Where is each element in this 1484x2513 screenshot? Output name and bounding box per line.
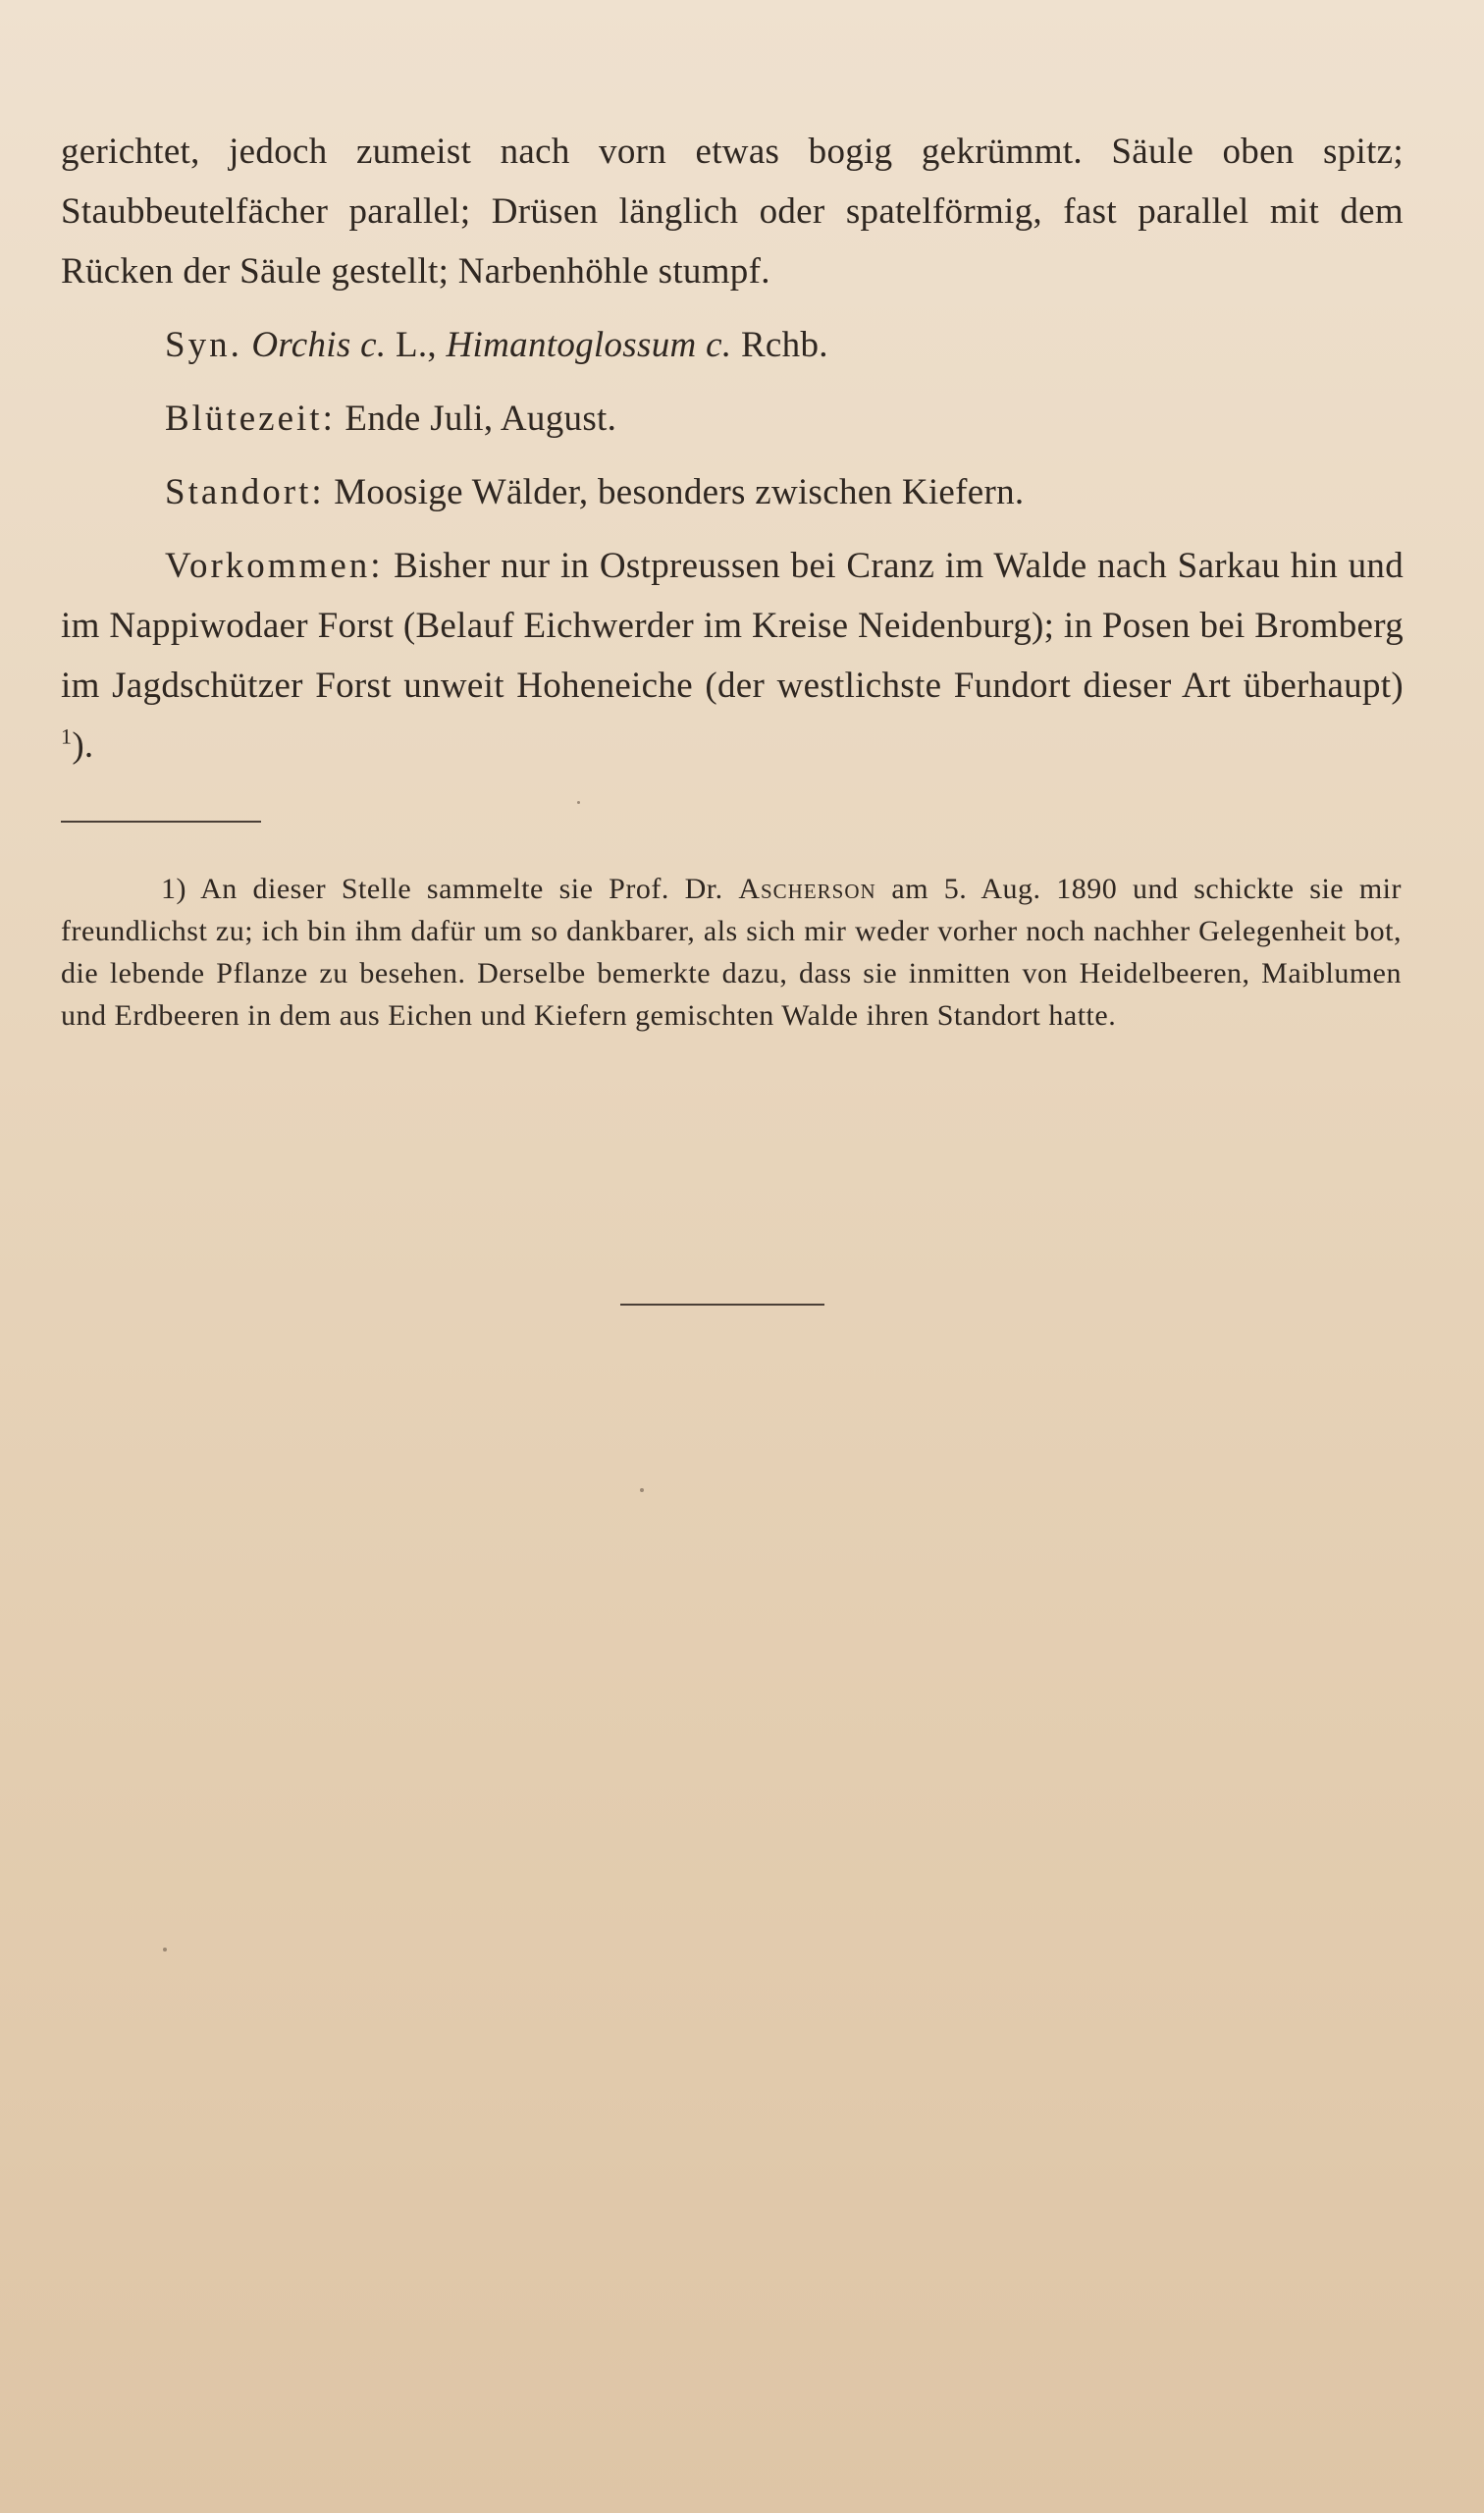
footnote-divider <box>61 821 261 823</box>
paper-speck <box>163 1948 167 1952</box>
flowering-time-label: Blütezeit: <box>165 399 336 439</box>
habitat-text: Moosige Wälder, besonders zwischen Kiefern. <box>334 472 1025 512</box>
footnote-marker: 1) <box>161 873 186 905</box>
paper-speck <box>640 1488 644 1492</box>
habitat-label: Standort: <box>165 472 325 512</box>
synonym-label: Syn. <box>165 325 242 365</box>
occurrence-label: Vorkommen: <box>165 546 384 586</box>
occurrence-text: Bisher nur in Ostpreussen bei Cranz im Walde nach Sarkau hin und im Nappiwodaer Forst (Belauf Eichwerder im Kreise Neidenburg); in Posen bei Bromberg im Jagdschützer Forst unweit Hoheneiche (der westlichste Fundort dieser Art überhaupt) <box>61 546 1404 706</box>
footnote-reference[interactable]: 1 <box>61 723 73 749</box>
paper-speck <box>577 801 580 804</box>
footnote-text-before: An dieser Stelle sammelte sie Prof. Dr. <box>200 873 723 905</box>
synonym-paragraph <box>61 315 1404 375</box>
synonym-genus-orchis: Orchis <box>251 325 351 365</box>
footnote <box>61 868 1402 1037</box>
description-paragraph: gerichtet, jedoch zumeist nach vorn etwas bogig gekrümmt. Säule oben spitz; Staubbeutelfächer parallel; Drüsen länglich oder spatelförmig, fast parallel mit dem Rücken der Säule gestellt; Narbenhöhle stumpf. <box>61 132 1404 292</box>
habitat-paragraph <box>61 462 1404 522</box>
flowering-time-paragraph <box>61 389 1404 449</box>
synonym-epithet-1: c. <box>360 325 387 365</box>
footnote-name-ascherson: Ascherson <box>738 873 876 905</box>
footnote-text-after: am 5. Aug. 1890 und schickte sie mir freundlichst zu; ich bin ihm dafür um so dankbarer, als sich mir weder vorher noch nachher Gelegenheit bot, die lebende Pflanze zu besehen. Derselbe bemerkte dazu, dass sie inmitten von Heidelbeeren, Maiblumen und Erdbeeren in dem aus Eichen und Kiefern gemischten Walde ihren Standort hatte. <box>61 873 1402 1032</box>
synonym-genus-himantoglossum: Himantoglossum <box>446 325 697 365</box>
synonym-epithet-2: c. <box>706 325 732 365</box>
section-end-rule <box>620 1304 824 1306</box>
flowering-time-text: Ende Juli, August. <box>344 399 617 439</box>
synonym-author-2: Rchb. <box>740 325 828 365</box>
occurrence-paragraph <box>61 536 1404 775</box>
main-text <box>61 122 1404 775</box>
synonym-author-1: L., <box>395 325 437 365</box>
occurrence-end: ). <box>72 725 94 766</box>
